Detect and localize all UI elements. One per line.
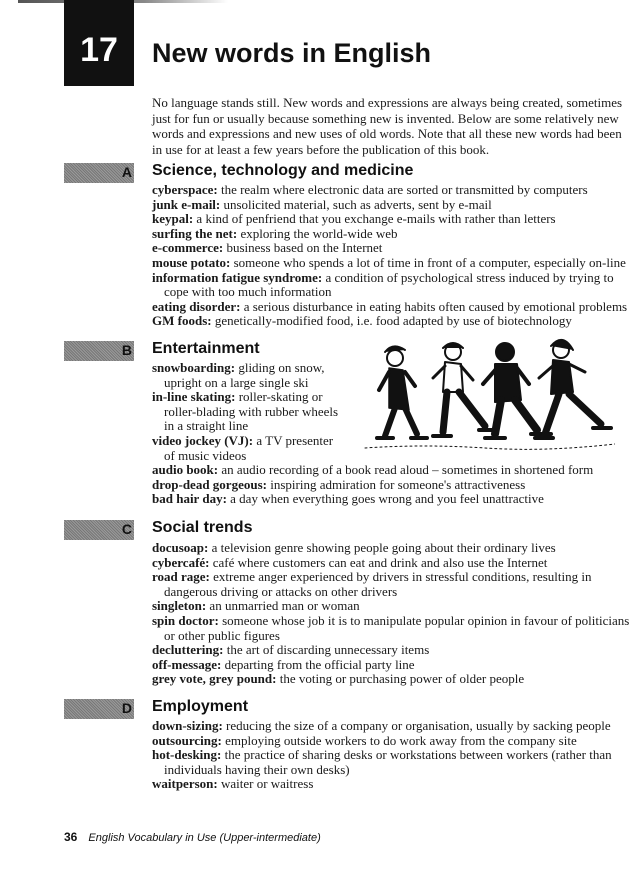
entry-term: off-message: — [152, 656, 222, 672]
section-letter: B — [121, 342, 132, 358]
entry-definition: a television genre showing people going about their ordinary lives — [208, 540, 556, 555]
entry-term: grey vote, grey pound: — [152, 671, 277, 687]
section-marker-a — [64, 163, 134, 183]
entry-term: hot-desking: — [152, 747, 222, 763]
glossary-entry — [152, 390, 342, 434]
section-heading-b: Entertainment — [152, 340, 260, 357]
glossary-entry — [152, 748, 636, 777]
entry-term: outsourcing: — [152, 732, 222, 748]
entry-term: eating disorder: — [152, 298, 241, 314]
entry-definition: departing from the official party line — [221, 656, 415, 672]
entry-definition: gliding on snow, upright on a large single ski — [164, 360, 325, 390]
inline-skaters-illustration — [355, 338, 615, 460]
glossary-entry — [152, 212, 636, 227]
entry-term: mouse potato: — [152, 254, 231, 270]
section-letter: A — [121, 164, 132, 180]
entry-term: decluttering: — [152, 642, 224, 658]
entry-definition: someone whose job it is to manipulate popular opinion in favour of politicians or other public figures — [164, 612, 630, 643]
glossary-entry — [152, 183, 636, 198]
glossary-entry — [152, 672, 636, 687]
entry-definition: the voting or purchasing power of older people — [276, 671, 525, 687]
section-heading-a: Science, technology and medicine — [152, 162, 414, 179]
entry-term: drop-dead gorgeous: — [152, 476, 267, 492]
entry-list-c — [152, 541, 636, 687]
entry-definition: roller-skating or roller-blading with rubber wheels in a straight line — [164, 389, 339, 434]
entry-definition: a TV presenter of music videos — [164, 432, 334, 463]
entry-term: audio book: — [152, 462, 219, 477]
glossary-entry — [152, 361, 342, 390]
entry-definition: an audio recording of a book read aloud – sometimes in shortened form — [218, 462, 594, 477]
glossary-entry — [152, 256, 636, 271]
entry-definition: the realm where electronic data are sorted or transmitted by computers — [217, 182, 588, 197]
entry-list-b-narrow — [152, 361, 342, 463]
glossary-entry — [152, 434, 342, 463]
entry-definition: a serious disturbance in eating habits often caused by emotional problems — [240, 298, 628, 314]
entry-definition: business based on the Internet — [223, 240, 383, 256]
unit-number-box — [64, 0, 134, 86]
glossary-entry — [152, 614, 636, 643]
section-marker-d — [64, 699, 134, 719]
glossary-entry — [152, 241, 636, 256]
entry-term: bad hair day: — [152, 491, 227, 507]
entry-list-a — [152, 183, 636, 329]
glossary-entry — [152, 478, 636, 493]
entry-term: road rage: — [152, 569, 210, 585]
glossary-entry — [152, 314, 636, 329]
entry-term: spin doctor: — [152, 612, 219, 628]
entry-definition: café where customers can eat and drink and also use the Internet — [209, 554, 548, 570]
entry-term: cybercafé: — [152, 554, 210, 570]
glossary-entry — [152, 734, 636, 749]
entry-term: singleton: — [152, 598, 207, 614]
entry-term: video jockey (VJ): — [152, 432, 254, 448]
glossary-entry — [152, 300, 636, 315]
entry-definition: inspiring admiration for someone's attractiveness — [266, 476, 526, 492]
section-letter: D — [121, 700, 132, 716]
entry-definition: genetically-modified food, i.e. food adapted by use of biotechnology — [211, 313, 572, 329]
section-heading-c: Social trends — [152, 519, 253, 536]
intro-paragraph: No language stands still. New words and expressions are always being created, sometimes just for fun or usually because something new is invented. Below are some relatively new words and expressions and new uses of old words. Note that all these new words had been in use for at least a few years before the publication of this book. — [152, 95, 623, 157]
entry-definition: the practice of sharing desks or workstations between workers (rather than individuals having their own desks) — [164, 747, 612, 777]
entry-term: docusoap: — [152, 540, 209, 555]
entry-term: information fatigue syndrome: — [152, 269, 323, 285]
entry-term: down-sizing: — [152, 718, 223, 733]
entry-definition: extreme anger experienced by drivers in stressful conditions, resulting in dangerous driving or attacks on other drivers — [164, 569, 592, 599]
glossary-entry — [152, 570, 636, 599]
entry-definition: someone who spends a lot of time in front of a computer, especially on-line — [230, 254, 626, 270]
entry-definition: exploring the world-wide web — [237, 225, 398, 241]
entry-list-b — [152, 463, 636, 507]
entry-list-d — [152, 719, 636, 792]
entry-definition: the art of discarding unnecessary items — [223, 642, 430, 658]
book-title: English Vocabulary in Use (Upper-intermediate) — [88, 832, 321, 844]
entry-term: keypal: — [152, 211, 194, 227]
entry-definition: employing outside workers to do work away from the company site — [221, 732, 577, 748]
glossary-entry — [152, 227, 636, 242]
glossary-entry — [152, 463, 636, 478]
entry-term: cyberspace: — [152, 182, 218, 197]
entry-term: junk e-mail: — [152, 196, 221, 212]
entry-definition: unsolicited material, such as adverts, sent by e-mail — [220, 196, 492, 212]
glossary-entry — [152, 777, 636, 792]
glossary-entry — [152, 719, 636, 734]
entry-definition: a condition of psychological stress induced by trying to cope with too much information — [164, 269, 614, 300]
section-marker-c — [64, 520, 134, 540]
entry-term: e-commerce: — [152, 240, 224, 256]
unit-number: 17 — [80, 31, 118, 69]
glossary-entry — [152, 643, 636, 658]
entry-definition: a kind of penfriend that you exchange e-mails with rather than letters — [193, 211, 556, 227]
entry-term: in-line skating: — [152, 389, 236, 405]
page-footer — [64, 830, 321, 844]
entry-term: snowboarding: — [152, 360, 236, 375]
entry-definition: a day when everything goes wrong and you feel unattractive — [226, 491, 544, 507]
glossary-entry — [152, 492, 636, 507]
glossary-entry — [152, 271, 636, 300]
section-heading-d: Employment — [152, 698, 249, 715]
entry-definition: an unmarried man or woman — [206, 598, 360, 614]
entry-term: surfing the net: — [152, 225, 238, 241]
entry-definition: waiter or waitress — [217, 776, 314, 792]
page-title: New words in English — [152, 38, 432, 68]
page-number: 36 — [64, 830, 78, 844]
glossary-entry — [152, 556, 636, 571]
section-letter: C — [121, 521, 132, 537]
glossary-entry — [152, 599, 636, 614]
entry-term: GM foods: — [152, 313, 212, 329]
section-marker-b — [64, 341, 134, 361]
glossary-entry — [152, 198, 636, 213]
glossary-entry — [152, 541, 636, 556]
entry-definition: reducing the size of a company or organisation, usually by sacking people — [222, 718, 611, 733]
entry-term: waitperson: — [152, 776, 218, 792]
glossary-entry — [152, 658, 636, 673]
